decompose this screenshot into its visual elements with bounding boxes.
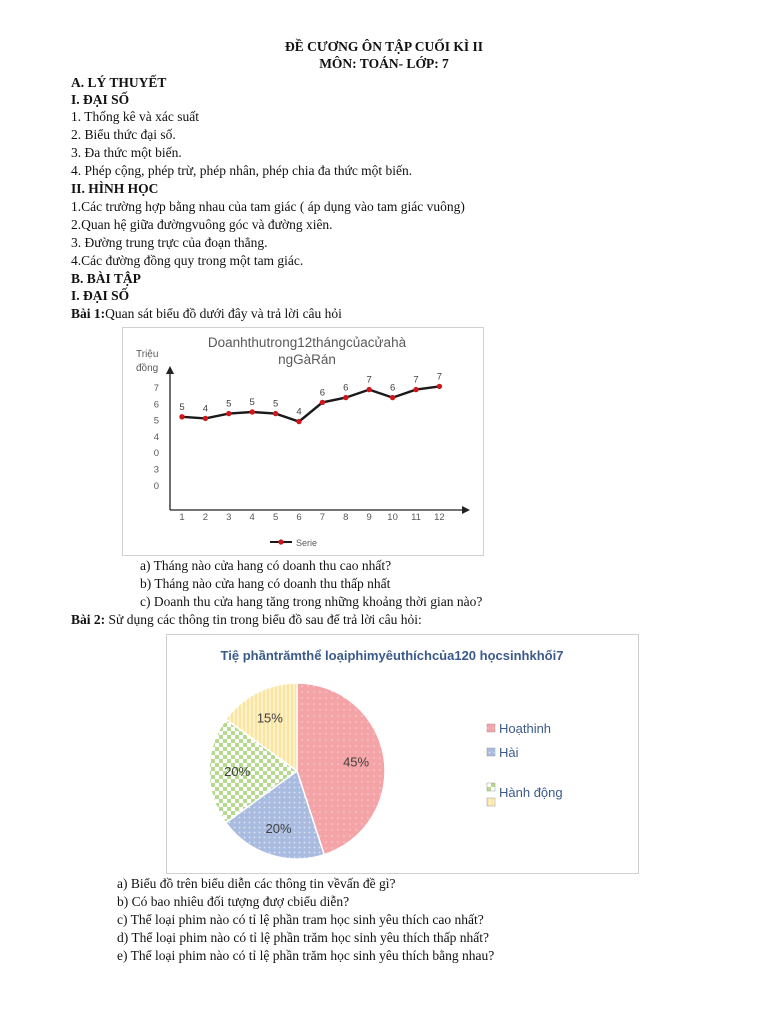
- exercise-2-prompt: [71, 611, 422, 629]
- line-chart-svg: [123, 328, 483, 555]
- slice-label: 15%: [256, 710, 283, 726]
- y-tick-label: 7: [153, 383, 159, 394]
- x-tick-label: 7: [319, 512, 326, 523]
- pie-chart-svg: [167, 635, 638, 873]
- data-point: [273, 411, 278, 416]
- x-tick-label: 3: [226, 512, 232, 523]
- revenue-line-chart: [122, 327, 484, 556]
- data-point: [179, 414, 184, 419]
- data-label: 5: [226, 398, 232, 410]
- exercise-1-text: Quan sát biểu đồ dưới đây và trả lời câu hỏi: [105, 306, 342, 321]
- data-point: [390, 395, 395, 400]
- x-tick-label: 4: [249, 512, 255, 523]
- data-label: 7: [413, 374, 419, 386]
- line-chart-title: ngGàRán: [278, 352, 336, 367]
- exercise-1-question: a) Tháng nào cửa hang có doanh thu cao nhất?: [140, 558, 392, 573]
- section-a-heading: A. LÝ THUYẾT: [71, 75, 167, 90]
- exercise-1-question: c) Doanh thu cửa hang tăng trong những khoảng thời gian nào?: [140, 594, 483, 609]
- x-axis-arrow: [462, 506, 470, 514]
- legend-swatch: [487, 724, 495, 732]
- data-label: 6: [389, 382, 396, 394]
- theory-item: 3. Đa thức một biến.: [71, 145, 182, 160]
- data-label: 4: [296, 406, 302, 418]
- data-label: 5: [179, 401, 185, 413]
- exercise-2-question: c) Thể loại phim nào có tỉ lệ phần tram học sinh yêu thích cao nhất?: [117, 912, 484, 927]
- line-chart-title: Doanhthutrong12thángcủacửahà: [207, 335, 407, 350]
- x-tick-label: 8: [343, 512, 349, 523]
- legend-marker: [278, 539, 283, 544]
- data-point: [203, 416, 208, 421]
- data-point: [320, 400, 325, 405]
- data-point: [296, 419, 301, 424]
- theory-item: 4.Các đường đồng quy trong một tam giác.: [71, 253, 304, 268]
- data-point: [413, 387, 418, 392]
- movie-genre-pie-chart: [166, 634, 639, 874]
- x-tick-label: 1: [179, 512, 185, 523]
- data-label: 6: [319, 387, 326, 399]
- theory-item: 2.Quan hệ giữa đườngvuông góc và đường xiên.: [71, 217, 333, 232]
- series-line: [182, 386, 439, 421]
- x-tick-label: 6: [296, 512, 302, 523]
- legend-swatch: [487, 748, 495, 756]
- data-point: [226, 411, 231, 416]
- x-tick-label: 2: [202, 512, 209, 523]
- legend-swatch: [487, 783, 495, 791]
- exercise-1-label: Bài 1:: [71, 306, 106, 321]
- slice-label: 45%: [343, 754, 370, 770]
- y-tick-label: 5: [153, 415, 159, 427]
- legend-label: Hài: [499, 745, 519, 760]
- data-point: [367, 387, 372, 392]
- doc-title: ĐỀ CƯƠNG ÔN TẬP CUỐI KÌ II: [284, 39, 484, 54]
- x-tick-label: 10: [387, 512, 398, 523]
- theory-item: 1.Các trường hợp bằng nhau của tam giác ( áp dụng vào tam giác vuông): [71, 199, 465, 214]
- theory-item: 1. Thống kê và xác suất: [71, 109, 199, 124]
- exercise-1-prompt: [71, 305, 342, 323]
- data-label: 7: [436, 371, 443, 383]
- theory-item: 2. Biểu thức đại số.: [71, 127, 176, 142]
- section-a1-heading: I. ĐẠI SỐ: [71, 92, 130, 107]
- x-tick-label: 5: [272, 512, 279, 523]
- y-axis-label: Triệu: [136, 349, 159, 360]
- slice-label: 20%: [224, 764, 251, 779]
- slice-label: 20%: [265, 820, 292, 836]
- pie-chart-title: Tiệ phầntrămthể loạiphimyêuthíchcủa120 họcsinhkhối7: [220, 648, 564, 663]
- data-label: 7: [366, 374, 372, 386]
- data-label: 5: [249, 397, 255, 408]
- data-point: [250, 409, 255, 414]
- legend-label: Hành động: [499, 785, 563, 800]
- section-b1-heading: I. ĐẠI SỐ: [71, 288, 130, 303]
- exercise-1-question: b) Tháng nào cửa hang có doanh thu thấp nhất: [140, 576, 391, 591]
- exercise-2-question: a) Biểu đồ trên biểu diễn các thông tin vềvấn đề gì?: [117, 876, 396, 891]
- x-tick-label: 11: [411, 512, 421, 523]
- y-tick-label: 6: [153, 399, 159, 411]
- data-label: 6: [343, 382, 349, 394]
- y-tick-label: 4: [153, 431, 159, 443]
- data-label: 5: [272, 398, 279, 410]
- legend-label: Serie: [296, 538, 318, 548]
- exercise-2-label: Bài 2:: [71, 612, 106, 627]
- exercise-2-text: Sử dụng các thông tin trong biểu đồ sau để trả lời câu hỏi:: [105, 612, 422, 627]
- data-point: [437, 384, 442, 389]
- x-tick-label: 9: [366, 512, 372, 523]
- data-label: 4: [202, 403, 209, 415]
- section-a2-heading: II. HÌNH HỌC: [71, 181, 159, 196]
- y-tick-label: 0: [153, 480, 159, 492]
- legend-label: Hoạthinh: [499, 721, 552, 736]
- doc-subtitle: MÔN: TOÁN- LỚP: 7: [319, 56, 449, 71]
- exercise-2-question: b) Có bao nhiêu đối tượng đượ cbiểu diễn?: [117, 894, 350, 909]
- exercise-2-question: e) Thể loại phim nào có tỉ lệ phần trăm học sinh yêu thích bằng nhau?: [117, 948, 495, 963]
- legend-swatch: [487, 798, 495, 806]
- section-b-heading: B. BÀI TẬP: [71, 271, 141, 286]
- data-point: [343, 395, 348, 400]
- theory-item: 4. Phép cộng, phép trừ, phép nhân, phép chia đa thức một biến.: [71, 163, 413, 178]
- y-tick-label: 3: [153, 464, 159, 476]
- x-tick-label: 12: [434, 512, 445, 523]
- y-axis-arrow: [166, 366, 174, 374]
- y-axis-label: đồng: [136, 363, 159, 374]
- y-tick-label: 0: [153, 448, 159, 460]
- exercise-2-question: d) Thể loại phim nào có tỉ lệ phần trăm học sinh yêu thích thấp nhất?: [117, 930, 490, 945]
- theory-item: 3. Đường trung trực của đoạn thẳng.: [71, 235, 268, 250]
